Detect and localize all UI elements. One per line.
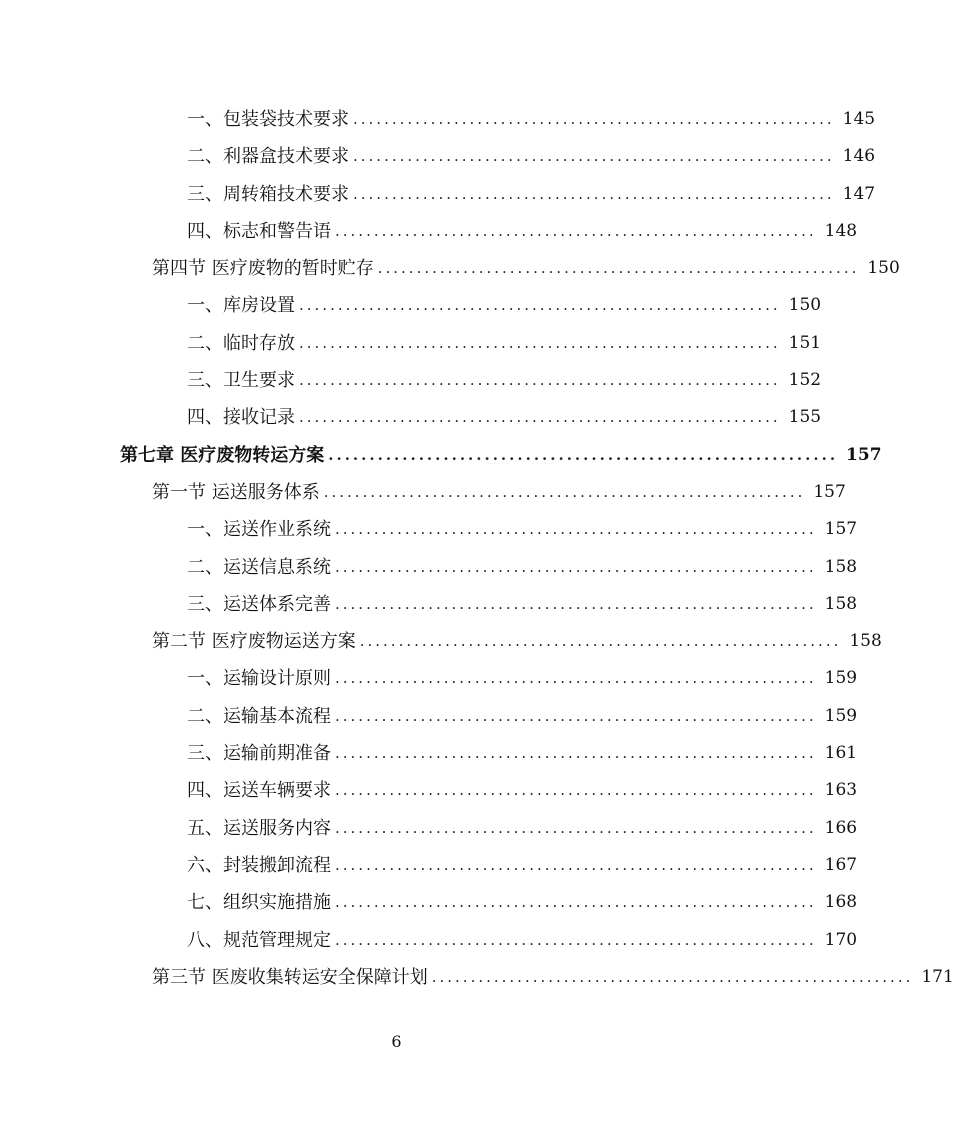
toc-entry-page: 157 bbox=[824, 519, 858, 540]
toc-entry-label: 八、规范管理规定 bbox=[187, 929, 331, 951]
toc-entry[interactable] bbox=[0, 660, 858, 697]
dot-leader: .............................................................. bbox=[335, 706, 817, 725]
toc-entry-page: 150 bbox=[867, 258, 900, 279]
toc-entry[interactable] bbox=[0, 138, 876, 175]
toc-entry-page: 159 bbox=[824, 668, 858, 689]
toc-entry-label: 二、运输基本流程 bbox=[187, 705, 331, 727]
toc-entry[interactable] bbox=[0, 362, 822, 399]
dot-leader: .............................................................. bbox=[335, 818, 817, 837]
toc-entry[interactable] bbox=[0, 884, 858, 921]
dot-leader: .............................................................. bbox=[335, 669, 817, 688]
dot-leader: .............................................................. bbox=[299, 408, 781, 427]
toc-entry-label: 三、卫生要求 bbox=[187, 370, 295, 392]
toc-entry[interactable] bbox=[0, 511, 858, 548]
toc-entry[interactable] bbox=[0, 176, 876, 213]
toc-entry-label: 第七章 医疗废物转运方案 bbox=[120, 444, 325, 466]
toc-entry-label: 一、库房设置 bbox=[187, 295, 295, 317]
dot-leader: .............................................................. bbox=[335, 744, 817, 763]
dot-leader: .............................................................. bbox=[335, 781, 817, 800]
toc-entry[interactable] bbox=[0, 586, 858, 623]
toc-chapter-entry[interactable] bbox=[0, 437, 882, 474]
toc-entry-page: 147 bbox=[842, 183, 876, 204]
toc-entry-label: 五、运送服务内容 bbox=[187, 817, 331, 839]
toc-entry[interactable] bbox=[0, 847, 858, 884]
dot-leader: .............................................................. bbox=[335, 557, 817, 576]
page-number: 6 bbox=[391, 1032, 402, 1051]
toc-entry-label: 二、利器盒技术要求 bbox=[187, 146, 349, 168]
toc-entry-page: 159 bbox=[824, 705, 858, 726]
toc-entry-label: 第二节 医疗废物运送方案 bbox=[152, 631, 356, 653]
toc-entry[interactable] bbox=[0, 810, 858, 847]
toc-entry-label: 三、周转箱技术要求 bbox=[187, 183, 349, 205]
dot-leader: .............................................................. bbox=[335, 594, 817, 613]
toc-entry-label: 一、运输设计原则 bbox=[187, 668, 331, 690]
toc-entry-page: 155 bbox=[788, 407, 822, 428]
toc-entry-page: 166 bbox=[824, 817, 858, 838]
toc-entry-page: 151 bbox=[788, 332, 822, 353]
toc-entry[interactable] bbox=[0, 735, 858, 772]
toc-entry-page: 158 bbox=[849, 631, 882, 652]
dot-leader: .............................................................. bbox=[353, 110, 835, 128]
toc-entry[interactable] bbox=[0, 623, 882, 660]
toc-entry-label: 一、包装袋技术要求 bbox=[187, 109, 349, 130]
dot-leader: .............................................................. bbox=[335, 893, 817, 912]
toc-entry-label: 六、封装搬卸流程 bbox=[187, 854, 331, 876]
toc-entry-label: 四、运送车辆要求 bbox=[187, 780, 331, 802]
toc-entry-label: 第三节 医废收集转运安全保障计划 bbox=[152, 966, 428, 988]
dot-leader: .............................................................. bbox=[353, 184, 835, 203]
toc-entry[interactable] bbox=[0, 772, 858, 809]
toc-entry-label: 二、运送信息系统 bbox=[187, 556, 331, 578]
toc-entry[interactable] bbox=[0, 922, 858, 959]
toc-entry-label: 第一节 运送服务体系 bbox=[152, 481, 320, 503]
toc-entry[interactable] bbox=[0, 213, 858, 250]
toc-entry-label: 四、标志和警告语 bbox=[187, 220, 331, 242]
toc-entry-label: 七、组织实施措施 bbox=[187, 892, 331, 914]
toc-entry[interactable] bbox=[0, 250, 900, 287]
toc-entry-page: 157 bbox=[813, 481, 846, 502]
toc-entry-page: 171 bbox=[921, 966, 954, 987]
toc-entry-page: 168 bbox=[824, 892, 858, 913]
dot-leader: .............................................................. bbox=[335, 855, 817, 874]
dot-leader: .............................................................. bbox=[328, 445, 839, 464]
toc-entry-label: 四、接收记录 bbox=[187, 407, 295, 429]
toc-entry[interactable] bbox=[0, 399, 822, 436]
dot-leader: .............................................................. bbox=[431, 967, 914, 986]
toc-entry-page: 152 bbox=[788, 370, 822, 391]
toc-entry-label: 一、运送作业系统 bbox=[187, 519, 331, 541]
toc-entry-label: 第四节 医疗废物的暂时贮存 bbox=[152, 258, 374, 280]
toc-entry-page: 167 bbox=[824, 854, 858, 875]
toc-entry-page: 146 bbox=[842, 146, 876, 167]
dot-leader: .............................................................. bbox=[323, 482, 806, 501]
toc-entry[interactable] bbox=[0, 287, 822, 324]
toc-entry[interactable] bbox=[0, 101, 876, 138]
dot-leader: .............................................................. bbox=[299, 296, 781, 315]
toc-entry-page: 148 bbox=[824, 220, 858, 241]
toc-entry-page: 161 bbox=[824, 743, 858, 764]
toc-entry-label: 二、临时存放 bbox=[187, 332, 295, 354]
toc-entry-page: 150 bbox=[788, 295, 822, 316]
dot-leader: .............................................................. bbox=[299, 333, 781, 352]
dot-leader: .............................................................. bbox=[353, 147, 835, 166]
toc-entry[interactable] bbox=[0, 325, 822, 362]
dot-leader: .............................................................. bbox=[359, 632, 842, 651]
table-of-contents bbox=[0, 101, 954, 996]
toc-entry-page: 158 bbox=[824, 593, 858, 614]
toc-entry-label: 三、运输前期准备 bbox=[187, 743, 331, 765]
toc-entry-label: 三、运送体系完善 bbox=[187, 593, 331, 615]
dot-leader: .............................................................. bbox=[299, 371, 781, 390]
toc-entry-page: 157 bbox=[846, 444, 882, 465]
toc-entry-page: 145 bbox=[842, 109, 876, 129]
dot-leader: .............................................................. bbox=[335, 221, 817, 240]
toc-entry-page: 163 bbox=[824, 780, 858, 801]
dot-leader: .............................................................. bbox=[335, 520, 817, 539]
dot-leader: .............................................................. bbox=[335, 930, 817, 949]
toc-entry[interactable] bbox=[0, 698, 858, 735]
dot-leader: .............................................................. bbox=[377, 259, 860, 278]
toc-entry[interactable] bbox=[0, 959, 954, 996]
toc-entry[interactable] bbox=[0, 549, 858, 586]
toc-entry[interactable] bbox=[0, 474, 846, 511]
toc-entry-page: 170 bbox=[824, 929, 858, 950]
toc-entry-page: 158 bbox=[824, 556, 858, 577]
